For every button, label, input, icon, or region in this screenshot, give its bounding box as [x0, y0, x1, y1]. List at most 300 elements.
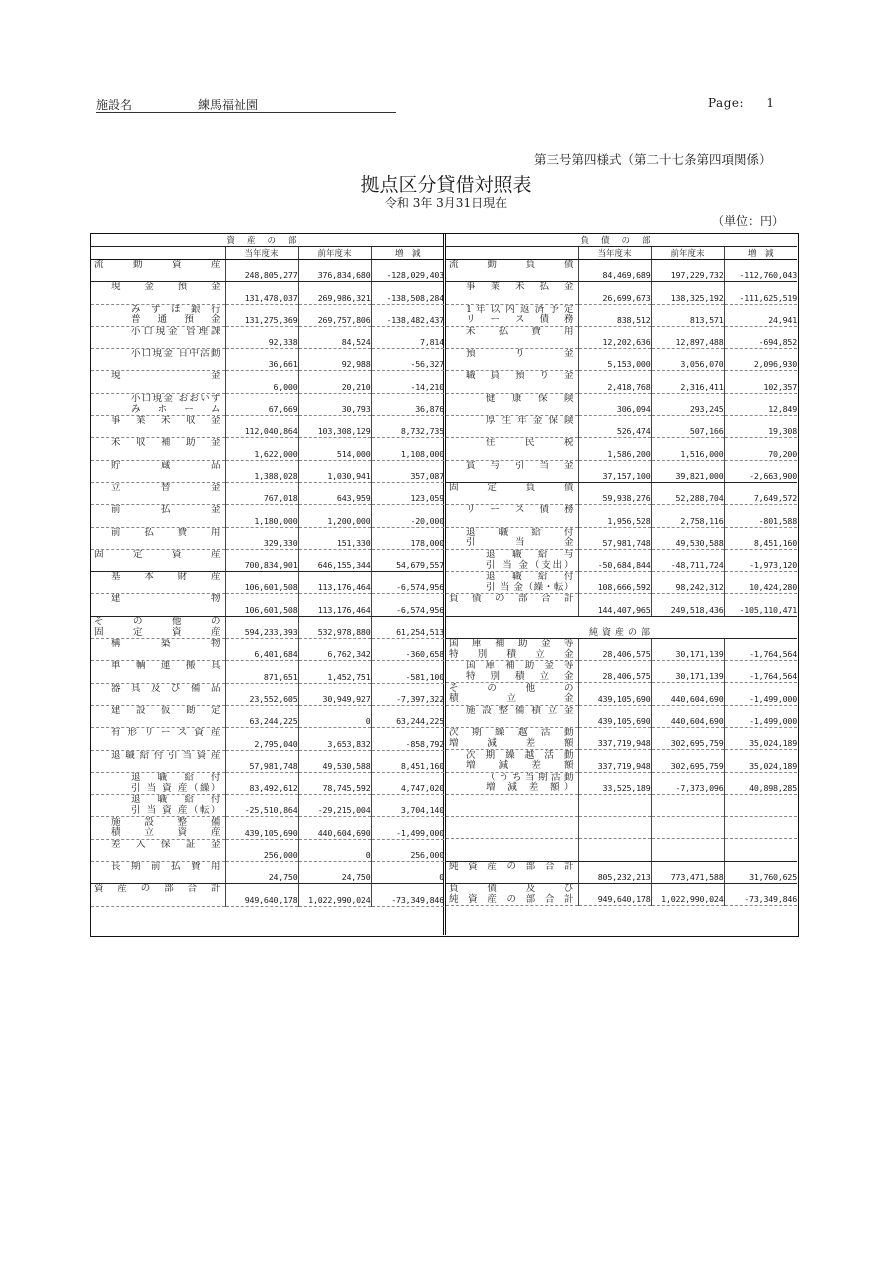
row-label-line: 特 別 積 立 金: [466, 670, 574, 682]
table-row: [446, 861, 797, 883]
row-label-lines: [91, 773, 225, 794]
current-value: 112,040,864: [225, 416, 298, 438]
net-assets-rows: [446, 638, 797, 906]
row-label-line: [449, 817, 574, 828]
previous-value: 1,022,990,024: [651, 884, 724, 906]
previous-value: 302,695,759: [651, 750, 724, 772]
table-row: [91, 482, 444, 504]
current-value: 131,275,369: [225, 304, 298, 326]
row-label-line: 基 本 財 産: [111, 571, 221, 583]
table-row: [91, 438, 444, 460]
table-row: [446, 371, 797, 393]
row-label: [91, 505, 225, 527]
current-value: 6,000: [225, 371, 298, 393]
previous-value: 507,166: [651, 416, 724, 438]
change-value: -7,397,322: [371, 683, 444, 705]
row-label-line: 特 別 積 立 金: [449, 648, 574, 660]
previous-value: 30,171,139: [651, 638, 724, 660]
row-label: [446, 371, 578, 393]
previous-value: 197,229,732: [651, 260, 724, 282]
row-label: [91, 817, 225, 839]
row-label: [91, 371, 225, 393]
current-value: 329,330: [225, 527, 298, 549]
table-row: [446, 438, 797, 460]
row-label-lines: [446, 862, 578, 883]
row-label-line: リ ー ス 債 務: [466, 504, 574, 516]
row-label-lines: [446, 438, 578, 459]
row-label-line: 退 職 給 付: [466, 527, 574, 538]
row-label-line: 引 当 資 産（転）: [131, 804, 221, 816]
row-label: [446, 683, 578, 705]
change-value: -1,764,564: [724, 661, 797, 683]
row-label-lines: [446, 483, 578, 504]
previous-value: 532,978,880: [298, 616, 371, 638]
row-label-lines: [91, 349, 225, 370]
previous-value: 49,530,588: [298, 750, 371, 772]
row-label-line: 次 期 繰 越 活 動: [466, 749, 574, 761]
row-label-lines: [91, 594, 225, 615]
table-row: [446, 572, 797, 594]
row-label: [91, 482, 225, 504]
row-label-line: 現 金 預 金: [111, 281, 221, 293]
row-label: [446, 572, 578, 594]
row-label-line: 現 金: [111, 370, 221, 382]
change-value: 2,096,930: [724, 349, 797, 371]
row-label: [446, 817, 578, 839]
table-row: [446, 326, 797, 348]
change-value: 10,424,280: [724, 572, 797, 594]
table-row: [91, 639, 444, 661]
liabilities-rows: [446, 260, 797, 617]
row-label-line: リ ー ス 債 務: [466, 314, 574, 326]
table-row: [91, 705, 444, 727]
current-value: 2,795,040: [225, 728, 298, 750]
row-label-line: 前 払 費 用: [111, 527, 221, 538]
row-label-lines: [446, 505, 578, 526]
change-value: 3,704,140: [371, 795, 444, 817]
change-value: 31,760,625: [724, 861, 797, 883]
table-row: [446, 772, 797, 794]
current-value: 131,478,037: [225, 282, 298, 304]
change-value: -6,574,956: [371, 572, 444, 594]
unit-label: （単位：円）: [712, 214, 785, 228]
table-row: [91, 304, 444, 326]
current-value: 1,388,028: [225, 460, 298, 482]
row-label: [91, 728, 225, 750]
row-label: [91, 594, 225, 616]
row-label: [446, 349, 578, 371]
current-value: 256,000: [225, 839, 298, 861]
row-label: [446, 794, 578, 816]
current-value: 949,640,178: [225, 884, 298, 906]
previous-value: -7,373,096: [651, 772, 724, 794]
previous-value: [651, 839, 724, 861]
row-label-line: 建 設 仮 勘 定: [111, 705, 221, 716]
current-value: 949,640,178: [578, 884, 651, 906]
row-label: [446, 260, 578, 282]
current-value: 1,180,000: [225, 505, 298, 527]
row-label-line: 固 定 資 産: [94, 626, 221, 638]
row-label-line: 構 築 物: [111, 638, 221, 650]
row-label-line: 前 払 金: [111, 504, 221, 516]
row-label-line: そ の 他 の: [94, 616, 221, 628]
current-value: -25,510,864: [225, 795, 298, 817]
table-row: [446, 460, 797, 482]
row-label: [91, 839, 225, 861]
current-value: 24,750: [225, 862, 298, 884]
change-value: -56,327: [371, 349, 444, 371]
row-label-line: 小口現金 管理課: [131, 326, 221, 337]
row-label-lines: [91, 305, 225, 326]
table-row: [91, 505, 444, 527]
table-row: [446, 839, 797, 861]
change-value: -801,588: [724, 505, 797, 527]
row-label-line: 引 当 資 産（繰）: [131, 782, 221, 794]
table-row: [446, 884, 797, 906]
current-value: 439,105,690: [578, 683, 651, 705]
row-label-line: み ホ ー ム: [131, 403, 221, 415]
row-label: [91, 460, 225, 482]
previous-value: 1,452,751: [298, 661, 371, 683]
facility-line: [96, 96, 396, 113]
row-label-line: 厚 生 年 金 保 険: [486, 415, 574, 427]
row-label-lines: [91, 572, 225, 593]
current-value: 337,719,948: [578, 727, 651, 749]
current-value: 1,622,000: [225, 438, 298, 460]
table-row: [91, 750, 444, 772]
current-value: 23,552,605: [225, 683, 298, 705]
row-label: [91, 572, 225, 594]
row-label-lines: [446, 751, 578, 772]
change-value: -360,658: [371, 639, 444, 661]
row-label: [91, 862, 225, 884]
table-row: [446, 505, 797, 527]
table-row: [446, 393, 797, 415]
current-value: 106,601,508: [225, 572, 298, 594]
current-value: 439,105,690: [225, 817, 298, 839]
row-label: [91, 438, 225, 460]
previous-value: 98,242,312: [651, 572, 724, 594]
table-row: [446, 727, 797, 749]
table-row: [91, 460, 444, 482]
as-of-date: 令和 3年 3月31日現在: [384, 196, 508, 210]
change-value: 102,357: [724, 371, 797, 393]
row-label-line: 積 立 金: [449, 693, 574, 705]
row-label: [91, 549, 225, 571]
row-label-line: 有 形 リ ー ス 資 産: [111, 727, 221, 739]
current-column-header: 当年度末: [578, 247, 651, 260]
current-value: 12,202,636: [578, 326, 651, 348]
table-row: [91, 549, 444, 571]
table-row: [91, 393, 444, 415]
row-label-line: 流 動 資 産: [94, 259, 221, 270]
row-label: [91, 661, 225, 683]
page-label: Page:: [708, 96, 745, 110]
current-value: 838,512: [578, 304, 651, 326]
row-label: [91, 416, 225, 438]
table-row: [446, 683, 797, 705]
row-label-lines: [446, 572, 578, 593]
current-value: 36,661: [225, 349, 298, 371]
current-value: 767,018: [225, 482, 298, 504]
change-value: [724, 794, 797, 816]
row-label-lines: [91, 706, 225, 727]
change-value: -73,349,846: [371, 884, 444, 906]
facility-name: 練馬福祉園: [198, 98, 259, 112]
row-label: [446, 727, 578, 749]
previous-value: 269,757,806: [298, 304, 371, 326]
previous-value: 138,325,192: [651, 282, 724, 304]
row-label-lines: [446, 327, 578, 348]
change-value: -73,349,846: [724, 884, 797, 906]
table-row: [91, 884, 444, 906]
row-label-lines: [446, 795, 578, 816]
row-label-lines: [91, 661, 225, 682]
row-label-lines: [91, 617, 225, 638]
previous-value: 151,330: [298, 527, 371, 549]
row-label-line: 退 職 給 付: [131, 772, 221, 784]
row-label: [91, 884, 225, 906]
row-label-lines: [446, 371, 578, 392]
current-value: 84,469,689: [578, 260, 651, 282]
net-assets-section-title: 純資産の部: [446, 616, 797, 638]
row-label-line: 職 員 預 り 金: [466, 370, 574, 382]
change-value: 24,941: [724, 304, 797, 326]
previous-value: -48,711,724: [651, 549, 724, 571]
previous-value: 113,176,464: [298, 572, 371, 594]
change-value: 256,000: [371, 839, 444, 861]
row-label-line: 固 定 資 産: [94, 549, 221, 560]
row-label-lines: [91, 260, 225, 281]
row-label: [91, 705, 225, 727]
change-value: 8,451,160: [371, 750, 444, 772]
row-label-line: 退 職 給 与: [486, 549, 574, 561]
row-label-line: 流 動 負 債: [449, 259, 574, 270]
current-value: 6,401,684: [225, 639, 298, 661]
current-value: 28,406,575: [578, 638, 651, 660]
change-value: 4,747,020: [371, 772, 444, 794]
change-value: 12,849: [724, 393, 797, 415]
row-label: [91, 616, 225, 638]
previous-value: 30,793: [298, 393, 371, 415]
change-value: 7,814: [371, 326, 444, 348]
current-value: 306,094: [578, 393, 651, 415]
row-label: [91, 349, 225, 371]
liabilities-table: [446, 234, 797, 906]
table-row: [446, 661, 797, 683]
table-row: [91, 349, 444, 371]
row-label-line: （うち当期活動: [486, 772, 574, 783]
row-label-line: 健 康 保 険: [486, 393, 574, 404]
table-row: [91, 839, 444, 861]
item-column-header: [91, 247, 225, 260]
row-label: [446, 861, 578, 883]
form-id: 第三号第四様式（第二十七条第四項関係）: [534, 152, 772, 167]
page-title: 拠点区分貸借対照表: [360, 174, 532, 196]
row-label: [446, 282, 578, 304]
table-row: [446, 549, 797, 571]
change-value: 1,108,000: [371, 438, 444, 460]
assets-section-title: 資産の部: [91, 234, 444, 247]
row-label: [446, 304, 578, 326]
row-label-line: 貯 蔵 品: [111, 460, 221, 471]
previous-value: 269,986,321: [298, 282, 371, 304]
row-label: [446, 549, 578, 571]
row-label-line: 事 業 未 払 金: [466, 281, 574, 293]
current-value: 57,981,748: [578, 527, 651, 549]
previous-value: 0: [298, 705, 371, 727]
table-row: [446, 527, 797, 549]
previous-value: [651, 817, 724, 839]
current-value: 1,956,528: [578, 505, 651, 527]
current-value: 28,406,575: [578, 661, 651, 683]
previous-value: 2,316,411: [651, 371, 724, 393]
previous-value: 92,988: [298, 349, 371, 371]
current-value: [578, 817, 651, 839]
table-row: [91, 527, 444, 549]
row-label-line: 立 替 金: [111, 482, 221, 493]
change-value: -581,100: [371, 661, 444, 683]
table-row: [91, 862, 444, 884]
row-label: [91, 795, 225, 817]
previous-value: 30,171,139: [651, 661, 724, 683]
row-label-lines: [446, 639, 578, 660]
change-value: -1,499,000: [371, 817, 444, 839]
previous-value: 20,210: [298, 371, 371, 393]
change-value: -111,625,519: [724, 282, 797, 304]
change-value: -14,210: [371, 371, 444, 393]
table-row: [446, 750, 797, 772]
row-label: [91, 639, 225, 661]
row-label-lines: [446, 305, 578, 326]
row-label-line: 施 設 整 備: [111, 816, 221, 828]
assets-panel: [91, 234, 444, 907]
assets-table: [91, 234, 444, 907]
row-label-line: 固 定 負 債: [449, 482, 574, 493]
row-label-lines: [91, 884, 225, 905]
previous-value: [651, 794, 724, 816]
change-column-header: 増 減: [371, 247, 444, 260]
current-value: 26,699,673: [578, 282, 651, 304]
row-label-line: 純 資 産 の 部 合 計: [449, 893, 574, 905]
change-value: 70,200: [724, 438, 797, 460]
facility-label: 施設名: [96, 98, 133, 112]
table-row: [446, 282, 797, 304]
row-label-lines: [91, 438, 225, 459]
table-row: [91, 683, 444, 705]
change-value: -1,973,120: [724, 549, 797, 571]
table-row: [91, 326, 444, 348]
current-value: 108,666,592: [578, 572, 651, 594]
change-value: -1,499,000: [724, 705, 797, 727]
previous-value: 39,821,000: [651, 460, 724, 482]
row-label-line: 国 庫 補 助 金 等: [449, 638, 574, 650]
change-value: 7,649,572: [724, 482, 797, 504]
row-label-lines: [446, 817, 578, 838]
table-row: [91, 282, 444, 304]
change-value: 8,732,735: [371, 416, 444, 438]
liabilities-section-title: 負債の部: [446, 234, 797, 247]
row-label-line: 国 庫 補 助 金 等: [466, 660, 574, 672]
row-label-line: 1 年 以 内 返 済 予 定: [466, 304, 574, 315]
row-label-line: 純 資 産 の 部 合 計: [449, 861, 574, 872]
previous-value: 84,524: [298, 326, 371, 348]
previous-value: 1,022,990,024: [298, 884, 371, 906]
row-label-line: 次 期 繰 越 活 動: [449, 727, 574, 739]
change-value: 123,059: [371, 482, 444, 504]
item-column-header: [446, 247, 578, 260]
table-row: [91, 371, 444, 393]
change-value: -128,029,403: [371, 260, 444, 282]
row-label-lines: [91, 505, 225, 526]
change-value: 19,308: [724, 416, 797, 438]
row-label: [91, 393, 225, 415]
row-label-lines: [91, 483, 225, 504]
row-label-line: 退 職 給 付: [486, 571, 574, 583]
current-value: 1,586,200: [578, 438, 651, 460]
current-column-header: 当年度末: [225, 247, 298, 260]
row-label-lines: [91, 528, 225, 549]
row-label: [446, 772, 578, 794]
row-label: [446, 460, 578, 482]
row-label-line: 退 職 給 付: [131, 794, 221, 806]
current-value: 594,233,393: [225, 616, 298, 638]
row-label-line: 施 設 整 備 積 立 金: [466, 705, 574, 716]
table-row: [91, 795, 444, 817]
row-label-lines: [446, 884, 578, 905]
change-value: -6,574,956: [371, 594, 444, 616]
previous-value: 813,571: [651, 304, 724, 326]
row-label: [446, 884, 578, 906]
current-value: 700,834,901: [225, 549, 298, 571]
row-label-line: 預 り 金: [466, 348, 574, 360]
row-label-line: 長 期 前 払 費 用: [111, 861, 221, 873]
page-number: 1: [766, 96, 775, 110]
change-value: -2,663,900: [724, 460, 797, 482]
row-label-line: 普 通 預 金: [131, 314, 221, 326]
previous-column-header: 前年度末: [651, 247, 724, 260]
table-row: [91, 616, 444, 638]
row-label-line: 賞 与 引 当 金: [466, 460, 574, 471]
current-value: 526,474: [578, 416, 651, 438]
change-value: -105,110,471: [724, 594, 797, 616]
current-value: -50,684,844: [578, 549, 651, 571]
row-label-line: 引 当 金（支出）: [486, 559, 574, 571]
previous-value: 249,518,436: [651, 594, 724, 616]
previous-column-header: 前年度末: [298, 247, 371, 260]
row-label-line: 建 物: [111, 593, 221, 605]
row-label-line: 負 債 の 部 合 計: [449, 593, 574, 605]
row-label: [91, 282, 225, 304]
current-value: [578, 839, 651, 861]
row-label: [91, 750, 225, 772]
previous-value: 3,653,832: [298, 728, 371, 750]
row-label-line: [449, 839, 574, 850]
previous-value: 49,530,588: [651, 527, 724, 549]
row-label: [446, 482, 578, 504]
change-value: -1,499,000: [724, 683, 797, 705]
table-row: [91, 260, 444, 282]
previous-value: 2,758,116: [651, 505, 724, 527]
change-value: 357,087: [371, 460, 444, 482]
change-value: 8,451,160: [724, 527, 797, 549]
change-value: -138,508,284: [371, 282, 444, 304]
table-row: [91, 661, 444, 683]
table-row: [446, 304, 797, 326]
row-label-lines: [446, 706, 578, 727]
row-label-lines: [446, 839, 578, 860]
liabilities-column-header: [446, 247, 797, 260]
